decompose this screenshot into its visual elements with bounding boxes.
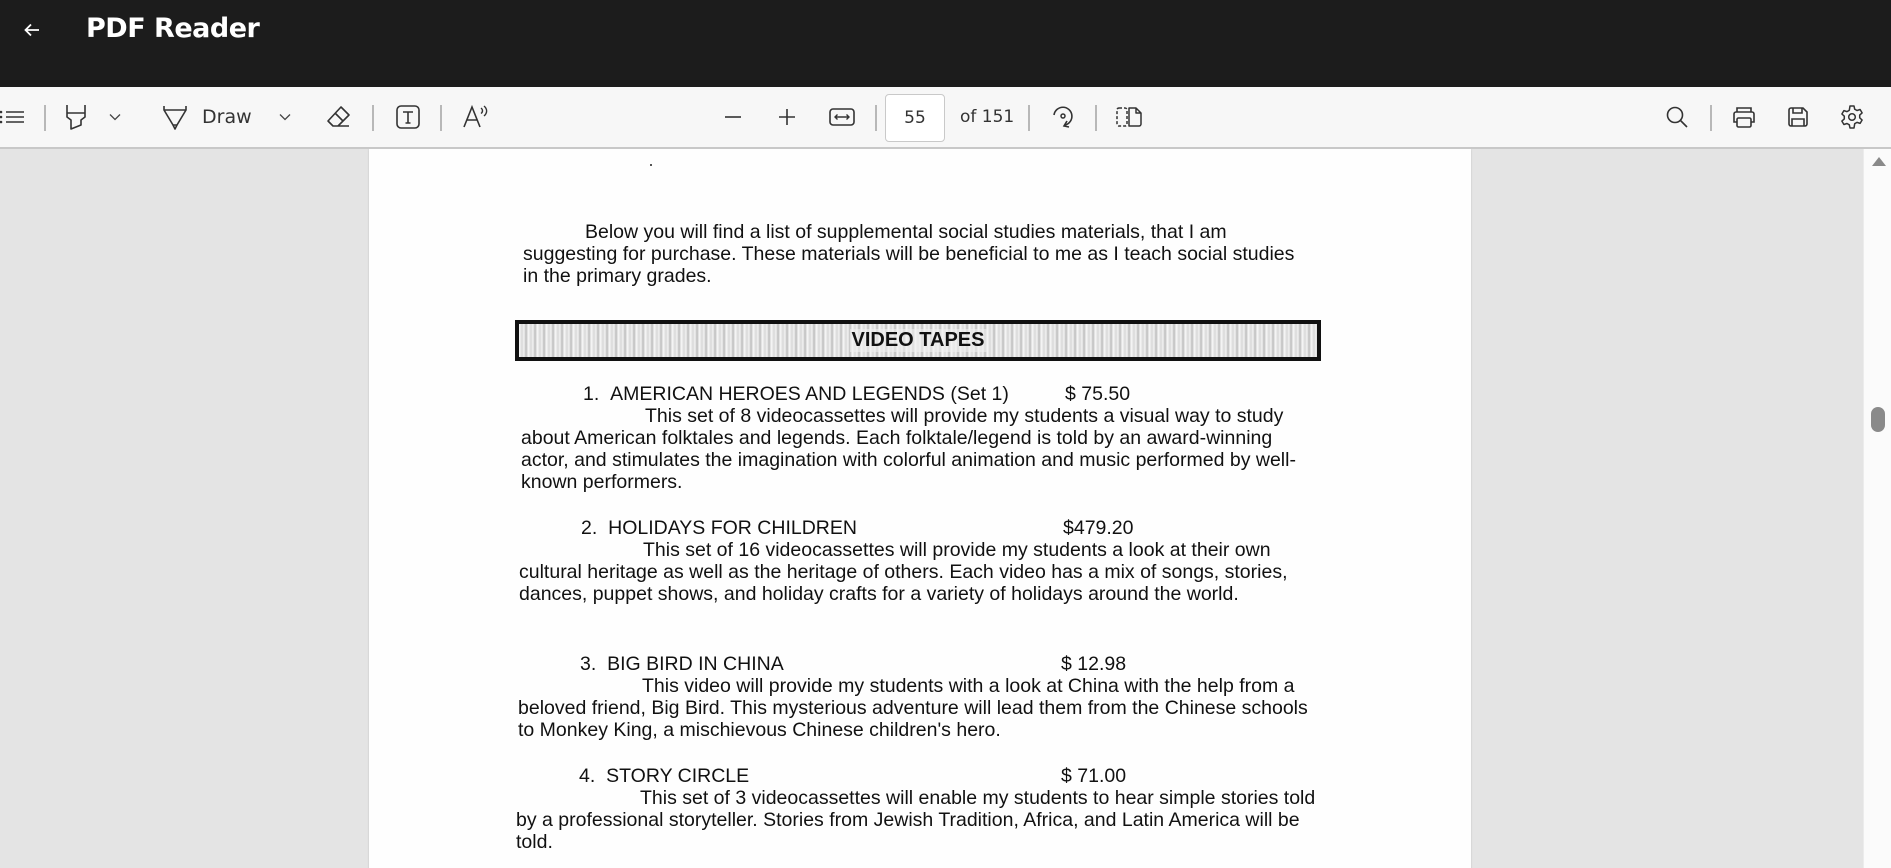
draw-label: Draw bbox=[202, 106, 252, 128]
item-number: 3. bbox=[580, 653, 597, 675]
scan-speck bbox=[650, 164, 652, 166]
item-number: 1. bbox=[583, 383, 600, 405]
scrollbar-thumb[interactable] bbox=[1871, 407, 1885, 432]
list-icon bbox=[0, 107, 26, 127]
save-button[interactable] bbox=[1782, 87, 1814, 147]
highlighter-icon bbox=[63, 103, 89, 131]
gear-icon bbox=[1839, 104, 1865, 130]
item-description: This set of 16 videocassettes will provide my students a look at their own cultural heritage as well as the heritage of others. Each video has a mix of songs, stories, dances, puppet shows, and holiday crafts for a variety of holidays around the world. bbox=[519, 539, 1288, 605]
read-aloud-icon bbox=[462, 104, 490, 130]
item-price: $ 75.50 bbox=[1065, 383, 1131, 405]
title-bar bbox=[0, 0, 1891, 87]
draw-button[interactable] bbox=[162, 87, 258, 147]
page-number-input[interactable] bbox=[885, 94, 945, 142]
save-icon bbox=[1786, 105, 1810, 129]
item-description: This video will provide my students with a look at China with the help from a beloved friend, Big Bird. This mysterious adventure will lead them from the Chinese schools to Monkey King, a mischievous Chinese children's hero. bbox=[518, 675, 1308, 741]
highlight-button[interactable] bbox=[60, 87, 92, 147]
draw-options-dropdown[interactable] bbox=[274, 87, 296, 147]
read-aloud-button[interactable] bbox=[460, 87, 492, 147]
print-icon bbox=[1731, 105, 1757, 129]
text-box-icon bbox=[395, 104, 421, 130]
toolbar-separator bbox=[1710, 105, 1712, 131]
fit-width-icon bbox=[829, 107, 855, 127]
chevron-down-icon bbox=[109, 113, 121, 121]
item-number: 4. bbox=[579, 765, 596, 787]
section-heading: VIDEO TAPES bbox=[851, 329, 985, 351]
app-title: PDF Reader bbox=[86, 13, 260, 44]
zoom-out-button[interactable] bbox=[720, 87, 746, 147]
page-view-icon bbox=[1115, 106, 1143, 128]
page-total: of 151 bbox=[960, 107, 1015, 127]
document-viewer bbox=[0, 149, 1863, 868]
toolbar-separator bbox=[372, 105, 374, 131]
item-price: $ 12.98 bbox=[1061, 653, 1127, 675]
intro-paragraph bbox=[523, 221, 1303, 287]
toolbar-separator bbox=[44, 105, 46, 131]
minus-icon bbox=[724, 108, 742, 126]
contents-button[interactable] bbox=[0, 87, 26, 147]
arrow-left-icon bbox=[22, 20, 42, 40]
item-title bbox=[583, 383, 1009, 406]
item-title bbox=[580, 653, 784, 676]
item-title-text: AMERICAN HEROES AND LEGENDS (Set 1) bbox=[610, 383, 1009, 405]
item-title bbox=[579, 765, 749, 788]
search-icon bbox=[1665, 105, 1689, 129]
toolbar bbox=[0, 87, 1891, 149]
print-button[interactable] bbox=[1728, 87, 1760, 147]
item-description: This set of 8 videocassettes will provide my students a visual way to study about American folktales and legends. Each folktale/legend is told by an award-winning actor, and stimulates the imagination with colorful animation and music performed by well-known performers. bbox=[521, 405, 1296, 493]
chevron-down-icon bbox=[279, 113, 291, 121]
page-view-button[interactable] bbox=[1114, 87, 1144, 147]
add-text-button[interactable] bbox=[393, 87, 423, 147]
zoom-in-button[interactable] bbox=[774, 87, 800, 147]
section-banner bbox=[515, 320, 1321, 361]
item-price: $ 71.00 bbox=[1061, 765, 1127, 787]
item-title-text: STORY CIRCLE bbox=[606, 765, 750, 787]
pdf-page bbox=[369, 149, 1471, 868]
item-title bbox=[581, 517, 857, 540]
rotate-button[interactable] bbox=[1048, 87, 1078, 147]
item-number: 2. bbox=[581, 517, 598, 539]
settings-button[interactable] bbox=[1836, 87, 1868, 147]
toolbar-separator bbox=[875, 105, 877, 131]
search-button[interactable] bbox=[1662, 87, 1692, 147]
toolbar-separator bbox=[1095, 105, 1097, 131]
highlight-options-dropdown[interactable] bbox=[104, 87, 126, 147]
item-price: $479.20 bbox=[1063, 517, 1134, 539]
item-title-text: HOLIDAYS FOR CHILDREN bbox=[608, 517, 857, 539]
fit-to-width-button[interactable] bbox=[828, 87, 856, 147]
scroll-up-arrow-icon[interactable] bbox=[1872, 157, 1886, 166]
vertical-scrollbar[interactable] bbox=[1863, 149, 1891, 868]
toolbar-separator bbox=[440, 105, 442, 131]
plus-icon bbox=[778, 108, 796, 126]
item-title-text: BIG BIRD IN CHINA bbox=[607, 653, 784, 675]
pen-icon bbox=[162, 103, 188, 131]
back-button[interactable] bbox=[18, 16, 46, 44]
intro-text: Below you will find a list of supplemental social studies materials, that I am suggesting for purchase. These materials will be beneficial to me as I teach social studies in the primary grades. bbox=[523, 221, 1295, 287]
item-description: This set of 3 videocassettes will enable my students to hear simple stories told by a professional storyteller. Stories from Jewish Tradition, Africa, and Latin America will be told. bbox=[516, 787, 1316, 853]
toolbar-separator bbox=[1028, 105, 1030, 131]
rotate-icon bbox=[1050, 103, 1076, 131]
eraser-button[interactable] bbox=[324, 87, 354, 147]
eraser-icon bbox=[326, 104, 352, 130]
